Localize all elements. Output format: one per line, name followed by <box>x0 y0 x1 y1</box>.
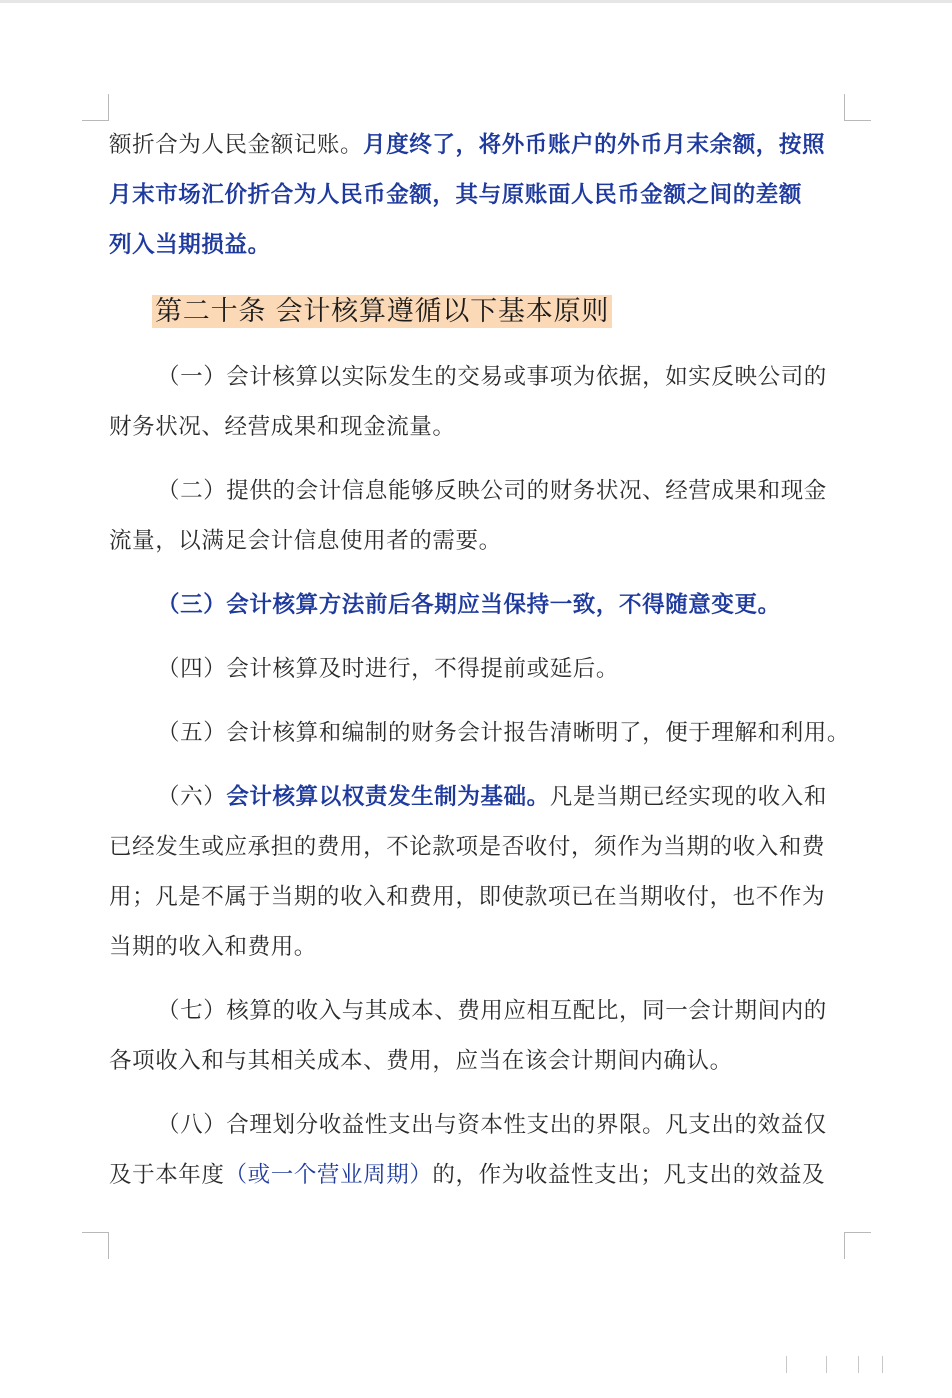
principle-1-line2: 财务状况、经营成果和现金流量。 <box>109 414 456 440</box>
principle-8-line2-c: 的，作为收益性支出；凡支出的效益及 <box>432 1162 826 1188</box>
principle-6-rest: 凡是当期已经实现的收入和 <box>549 784 827 810</box>
crop-mark-top-left <box>82 94 109 121</box>
principle-6-line4: 当期的收入和费用。 <box>109 934 317 960</box>
document-body <box>109 120 869 1200</box>
principle-7-line2: 各项收入和与其相关成本、费用，应当在该会计期间内确认。 <box>109 1048 733 1074</box>
principle-2-line1: （二）提供的会计信息能够反映公司的财务状况、经营成果和现金 <box>157 478 827 504</box>
principle-6-line3: 用；凡是不属于当期的收入和费用，即使款项已在当期收付，也不作为 <box>109 884 826 910</box>
intro-line3: 列入当期损益。 <box>109 232 271 258</box>
principle-5: （五）会计核算和编制的财务会计报告清晰明了，便于理解和利用。 <box>157 720 851 746</box>
principle-6-emphasis: 会计核算以权责发生制为基础。 <box>226 784 550 810</box>
crop-mark-top-right <box>844 94 871 121</box>
principle-7 <box>109 986 869 1086</box>
principle-8-line2-a: 及于本年度 <box>109 1162 225 1188</box>
principle-8 <box>109 1100 869 1200</box>
principle-2 <box>109 466 869 566</box>
principle-4: （四）会计核算及时进行，不得提前或延后。 <box>157 656 620 682</box>
principle-2-line2: 流量，以满足会计信息使用者的需要。 <box>109 528 502 554</box>
section-heading-text: 第二十条 会计核算遵循以下基本原则 <box>152 295 612 328</box>
intro-line2: 月末市场汇价折合为人民币金额，其与原账面人民币金额之间的差额 <box>109 182 803 208</box>
scroll-tick <box>858 1356 859 1373</box>
top-border <box>0 0 952 3</box>
principle-6-prefix: （六） <box>157 784 227 810</box>
principle-8-line1: （八）合理划分收益性支出与资本性支出的界限。凡支出的效益仅 <box>157 1112 827 1138</box>
principle-1 <box>109 352 869 452</box>
principle-1-line1: （一）会计核算以实际发生的交易或事项为依据，如实反映公司的 <box>157 364 827 390</box>
principle-6 <box>109 772 869 972</box>
principle-8-line2-note: （或一个营业周期） <box>224 1162 433 1188</box>
scroll-tick <box>826 1356 827 1373</box>
intro-line1-plain: 额折合为人民金额记账。 <box>109 132 364 158</box>
intro-paragraph <box>109 120 869 270</box>
intro-line1-emphasis: 月度终了，将外币账户的外币月末余额，按照 <box>363 132 826 158</box>
crop-mark-bottom-left <box>82 1232 109 1259</box>
crop-mark-bottom-right <box>844 1232 871 1259</box>
principle-3: （三）会计核算方法前后各期应当保持一致，不得随意变更。 <box>157 592 781 618</box>
section-heading <box>152 292 869 332</box>
principle-7-line1: （七）核算的收入与其成本、费用应相互配比，同一会计期间内的 <box>157 998 827 1024</box>
principle-6-line2: 已经发生或应承担的费用，不论款项是否收付，须作为当期的收入和费 <box>109 834 826 860</box>
scroll-tick <box>882 1356 883 1373</box>
scroll-tick <box>786 1356 787 1373</box>
